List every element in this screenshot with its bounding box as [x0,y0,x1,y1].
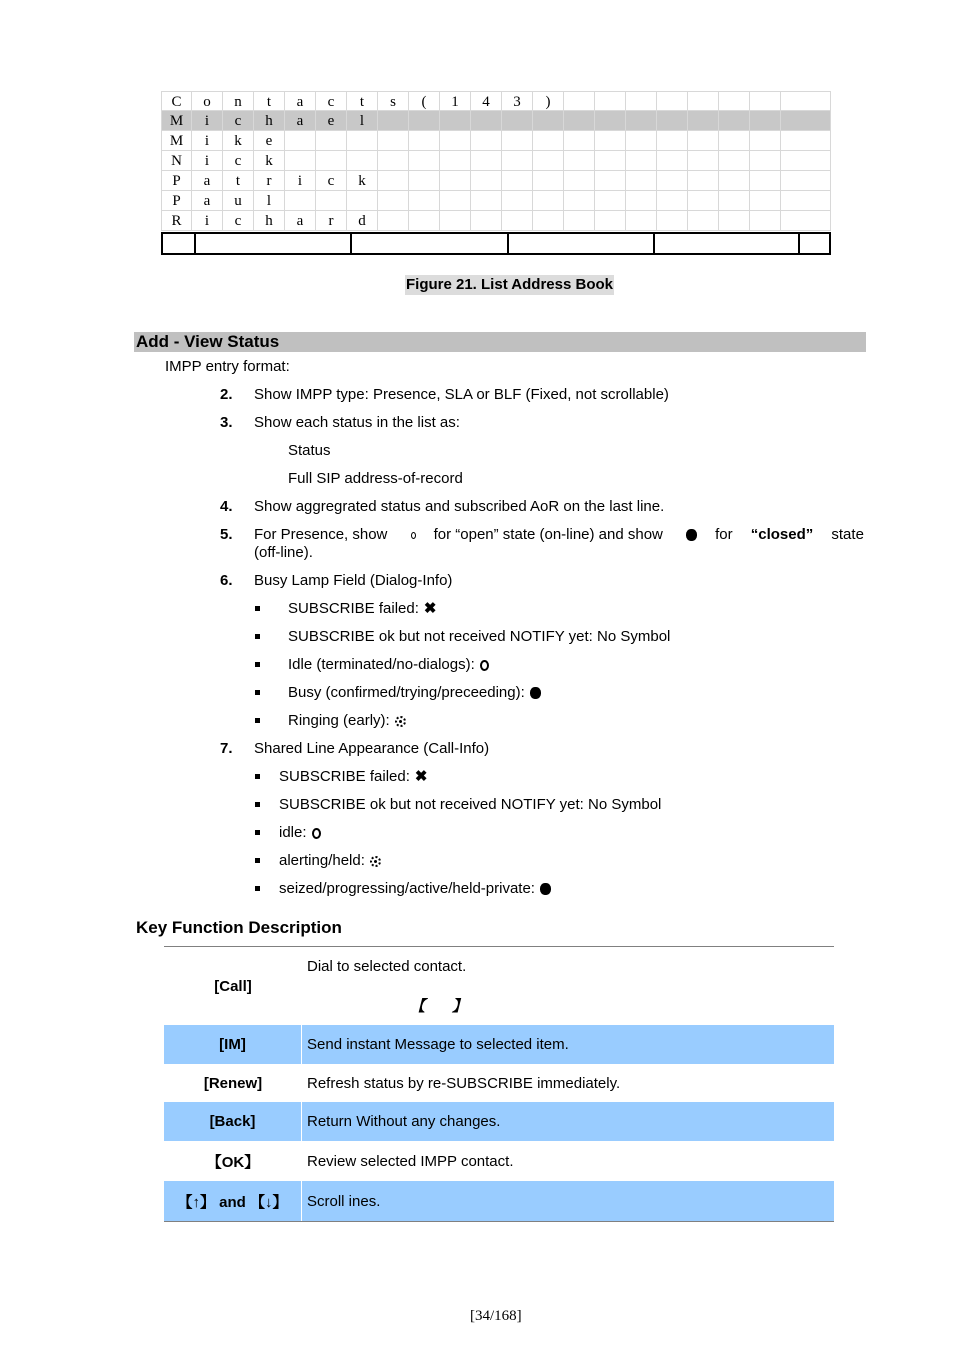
key-row-call [164,947,834,1025]
lcd-cell: a [285,111,316,131]
lcd-cell [533,111,564,131]
key-name: 【OK】 [206,1153,260,1171]
lcd-cell [502,211,533,231]
softkey-slot[interactable] [655,234,800,253]
contact-row[interactable] [161,91,831,111]
contact-row[interactable] [161,131,831,151]
softkey-slot[interactable] [352,234,509,253]
bullet-icon [255,886,260,891]
lcd-cell [719,111,750,131]
lcd-cell [502,191,533,211]
bullet-text: Ringing (early): [288,712,390,729]
bullet-text: SUBSCRIBE failed: [288,600,419,617]
key-name: 【↑】 and 【↓】 [164,1181,302,1221]
lcd-cell [719,171,750,191]
lcd-cell [595,171,626,191]
item-number: 6. [220,572,233,589]
lcd-cell [378,171,409,191]
lcd-cell: k [223,131,254,151]
bracket-left: 【 [410,998,426,1015]
lcd-cell [781,191,831,211]
lcd-cell [595,111,626,131]
blf-ringing [288,712,406,730]
lcd-cell [533,171,564,191]
item-text: Show each status in the list as: [254,414,460,431]
lcd-cell [750,151,781,171]
lcd-cell [440,171,471,191]
item-text: Busy Lamp Field (Dialog-Info) [254,572,453,589]
ringing-icon [370,856,381,867]
lcd-cell [440,151,471,171]
lcd-cell [471,211,502,231]
open-state-icon [411,532,416,539]
contact-row[interactable] [161,151,831,171]
bullet-icon [255,662,260,667]
bullet-text: Busy (confirmed/trying/preceeding): [288,684,525,701]
lcd-cell [378,211,409,231]
lcd-cell [471,191,502,211]
softkey-bar [161,232,831,255]
lcd-cell [750,191,781,211]
lcd-cell [688,191,719,211]
lcd-cell [285,151,316,171]
lcd-cell [595,211,626,231]
bullet-text: SUBSCRIBE ok but not received NOTIFY yet: No Symbol [279,796,662,813]
lcd-cell: i [192,131,223,151]
lcd-cell: t [223,171,254,191]
lcd-cell [440,131,471,151]
lcd-cell [409,111,440,131]
lcd-cell [347,191,378,211]
item-number: 3. [220,414,233,431]
lcd-cell [781,131,831,151]
lcd-cell [564,131,595,151]
lcd-cell [409,151,440,171]
lcd-cell [409,131,440,151]
key-row-im [164,1025,834,1064]
item-5-line [254,526,864,544]
lcd-cell [378,151,409,171]
lcd-cell [719,91,750,111]
lcd-cell: M [161,111,192,131]
lcd-cell [564,91,595,111]
circle-icon [312,828,321,839]
lcd-cell: h [254,211,285,231]
lcd-cell [781,211,831,231]
lcd-cell [688,91,719,111]
blf-failed [288,600,436,618]
key-section-title: Key Function Description [136,918,342,937]
sub-line-status: Status [288,442,331,459]
bullet-icon [255,634,260,639]
item-text-part: for “open” state (on-line) and show [433,526,663,543]
lcd-cell [502,131,533,151]
filled-circle-icon [530,687,541,699]
lcd-cell [688,131,719,151]
softkey-slot[interactable] [800,234,829,253]
lcd-cell [781,151,831,171]
bullet-icon [255,774,260,779]
closed-state-icon [686,529,697,541]
lcd-cell [502,151,533,171]
sla-alerting [279,852,381,870]
lcd-cell [626,131,657,151]
lcd-cell: d [347,211,378,231]
lcd-cell [626,191,657,211]
sla-seized [279,880,551,898]
lcd-cell: a [285,91,316,111]
key-desc: Dial to selected contact. [307,958,467,975]
lcd-cell: l [347,111,378,131]
sla-failed [279,768,427,786]
lcd-cell: t [347,91,378,111]
figure-caption: Figure 21. List Address Book [406,276,613,293]
lcd-cell: a [192,171,223,191]
key-desc: Review selected IMPP contact. [307,1152,514,1170]
bullet-icon [255,858,260,863]
lcd-cell [719,151,750,171]
lcd-cell [595,151,626,171]
sla-idle [279,824,321,842]
key-desc: Scroll ines. [307,1192,381,1210]
lcd-cell: 1 [440,91,471,111]
lcd-cell [657,111,688,131]
lcd-cell [533,131,564,151]
item-text: Show IMPP type: Presence, SLA or BLF (Fixed, not scrollable) [254,386,669,403]
bullet-text: Idle (terminated/no-dialogs): [288,656,475,673]
lcd-cell [378,131,409,151]
key-name: [Renew] [203,1074,263,1092]
item-number: 2. [220,386,233,403]
lcd-cell: ( [409,91,440,111]
lcd-cell [688,151,719,171]
key-name: [IM] [164,1025,302,1064]
lcd-cell: R [161,211,192,231]
contact-row[interactable] [161,211,831,231]
lcd-cell: r [316,211,347,231]
key-row-back [164,1102,834,1141]
lcd-cell: a [285,211,316,231]
intro-text: IMPP entry format: [165,358,290,375]
lcd-cell [533,211,564,231]
bullet-icon [255,718,260,723]
item-text-part: “closed” [750,526,814,543]
key-row-scroll [164,1181,834,1222]
lcd-cell [378,191,409,211]
bullet-icon [255,830,260,835]
lcd-cell [781,171,831,191]
lcd-cell [657,191,688,211]
lcd-cell [378,111,409,131]
lcd-cell [533,191,564,211]
lcd-cell: i [192,151,223,171]
lcd-cell [440,111,471,131]
key-name: [Back] [164,1102,302,1141]
lcd-cell [564,111,595,131]
lcd-cell [626,111,657,131]
lcd-cell [626,91,657,111]
page-number: [34/168] [470,1308,522,1324]
item-number: 5. [220,526,233,543]
lcd-cell [502,111,533,131]
item-number: 7. [220,740,233,757]
key-desc: Refresh status by re-SUBSCRIBE immediately. [307,1074,621,1092]
address-book-lcd [161,91,831,255]
bullet-text: alerting/held: [279,852,365,869]
item-text-part: (off-line). [254,544,313,561]
lcd-cell: e [254,131,285,151]
lcd-cell: i [285,171,316,191]
lcd-cell [471,131,502,151]
lcd-cell [564,151,595,171]
softkey-slot[interactable] [509,234,655,253]
lcd-cell [471,111,502,131]
lcd-cell [409,191,440,211]
lcd-cell: l [254,191,285,211]
contact-row[interactable] [161,111,831,131]
lcd-cell [688,211,719,231]
lcd-cell [626,211,657,231]
lcd-cell [750,111,781,131]
filled-circle-icon [540,883,551,895]
lcd-cell [719,191,750,211]
lcd-cell [750,91,781,111]
lcd-cell: a [192,191,223,211]
lcd-cell: n [223,91,254,111]
lcd-cell [564,191,595,211]
lcd-cell: i [192,211,223,231]
lcd-cell: o [192,91,223,111]
lcd-cell: h [254,111,285,131]
bracket-right: 】 [452,998,468,1015]
lcd-cell [781,111,831,131]
lcd-cell: c [223,151,254,171]
lcd-cell [440,211,471,231]
lcd-cell [316,191,347,211]
lcd-cell: r [254,171,285,191]
lcd-cell: C [161,91,192,111]
lcd-cell [719,131,750,151]
key-desc-cell [302,947,834,1025]
lcd-cell [657,91,688,111]
item-text: Shared Line Appearance (Call-Info) [254,740,490,757]
lcd-cell [564,171,595,191]
lcd-cell [564,211,595,231]
lcd-cell [595,191,626,211]
x-icon: ✖ [423,600,437,618]
bullet-text: SUBSCRIBE failed: [279,768,410,785]
key-desc: Send instant Message to selected item. [307,1036,569,1053]
lcd-cell [409,211,440,231]
lcd-cell: 3 [502,91,533,111]
lcd-cell: i [192,111,223,131]
key-row-renew [164,1064,834,1102]
lcd-cell: 4 [471,91,502,111]
lcd-cell [657,131,688,151]
lcd-cell: N [161,151,192,171]
lcd-cell: M [161,131,192,151]
item-number: 4. [220,498,233,515]
contact-row[interactable] [161,171,831,191]
lcd-cell: c [316,91,347,111]
x-icon: ✖ [414,768,428,786]
lcd-cell [502,171,533,191]
lcd-cell [471,171,502,191]
lcd-cell: e [316,111,347,131]
circle-icon [480,660,489,671]
lcd-cell [626,151,657,171]
lcd-cell: ) [533,91,564,111]
lcd-cell [595,91,626,111]
key-row-ok [164,1141,834,1181]
lcd-cell [688,111,719,131]
lcd-cell [409,171,440,191]
item-text-part: state [831,526,864,543]
blf-busy [288,684,541,702]
ringing-icon [395,716,406,727]
lcd-cell: k [347,171,378,191]
item-text: Show aggregrated status and subscribed AoR on the last line. [254,498,665,515]
bullet-icon [255,690,260,695]
lcd-cell: c [316,171,347,191]
key-name: [Call] [214,977,252,995]
lcd-cell: u [223,191,254,211]
lcd-cell [781,91,831,111]
item-text-part: For Presence, show [254,526,388,543]
lcd-cell [471,151,502,171]
sub-line-aor: Full SIP address-of-record [288,470,463,487]
bullet-icon [255,802,260,807]
lcd-cell: P [161,171,192,191]
lcd-cell [533,151,564,171]
bullet-icon [255,606,260,611]
bullet-text: seized/progressing/active/held-private: [279,880,535,897]
lcd-cell [657,211,688,231]
blf-idle [288,656,489,674]
lcd-cell [440,191,471,211]
lcd-cell [285,191,316,211]
lcd-cell [719,211,750,231]
lcd-cell [750,131,781,151]
contact-row[interactable] [161,191,831,211]
lcd-cell [657,171,688,191]
bullet-text: idle: [279,824,307,841]
item-text-part: for [715,526,733,543]
bullet-text: SUBSCRIBE ok but not received NOTIFY yet: No Symbol [288,628,671,645]
key-desc: Return Without any changes. [307,1113,501,1130]
softkey-slot[interactable] [196,234,352,253]
lcd-cell [626,171,657,191]
lcd-cell [316,131,347,151]
lcd-cell: c [223,211,254,231]
lcd-cell [347,151,378,171]
softkey-slot[interactable] [163,234,196,253]
lcd-cell: k [254,151,285,171]
lcd-cell: P [161,191,192,211]
section-header: Add - View Status [134,332,866,352]
lcd-cell: c [223,111,254,131]
lcd-cell [750,171,781,191]
lcd-cell: t [254,91,285,111]
lcd-cell [347,131,378,151]
lcd-cell: s [378,91,409,111]
lcd-cell [657,151,688,171]
lcd-cell [688,171,719,191]
lcd-cell [316,151,347,171]
lcd-cell [595,131,626,151]
lcd-cell [750,211,781,231]
lcd-cell [285,131,316,151]
